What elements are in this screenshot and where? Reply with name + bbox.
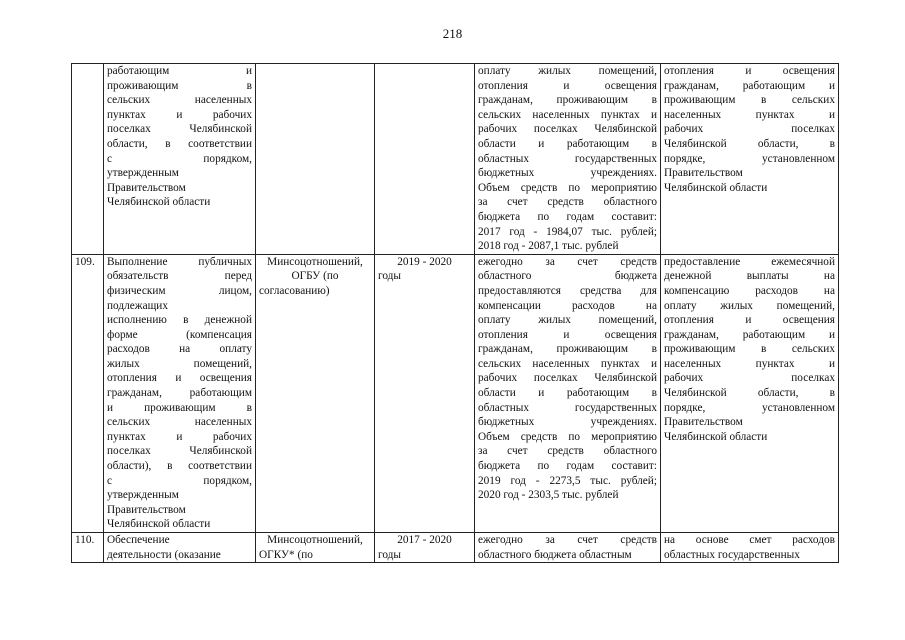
cell-line: пунктах и рабочих	[107, 108, 252, 121]
cell-line: проживающим в	[107, 79, 252, 92]
cell-line: Правительством	[664, 416, 743, 429]
cell-line: поселках Челябинской	[107, 445, 252, 458]
cell-line: сельских населенных	[107, 94, 252, 107]
term-cell	[375, 64, 475, 255]
cell-line: Челябинской области, в	[664, 137, 835, 150]
cell-line: работающим и	[107, 65, 252, 77]
cell-line: на основе смет расходов	[664, 534, 835, 546]
cell-line: гражданам, проживающим в	[478, 343, 657, 356]
cell-line: ОГКУ* (по	[259, 548, 313, 561]
cell-line: Челябинской области	[664, 181, 768, 194]
executor-cell	[256, 533, 375, 563]
cell-line: областных государственных	[478, 401, 657, 414]
financing-cell	[475, 64, 661, 255]
cell-line: компенсации расходов на	[478, 299, 657, 312]
cell-line: ОГБУ (по	[291, 270, 339, 283]
cell-line: ежегодно за счет средств	[478, 534, 657, 546]
cell-line: Обеспечение	[107, 534, 170, 546]
cell-line: пунктах и рабочих	[107, 430, 252, 443]
cell-line: бюджета по годам составит:	[478, 460, 657, 473]
cell-line: Выполнение публичных	[107, 255, 252, 268]
page-number: 218	[442, 26, 463, 41]
cell-line: компенсацию расходов на	[664, 284, 835, 297]
cell-line: утвержденным	[107, 167, 179, 180]
cell-line: отопления и освещения	[478, 328, 657, 341]
cell-line: областного бюджета областным	[478, 548, 632, 561]
cell-line: проживающим в сельских	[664, 94, 835, 107]
cell-line: гражданам, работающим и	[664, 79, 835, 92]
cell-line: Правительством	[664, 167, 743, 180]
cell-line: рабочих поселках	[664, 123, 835, 136]
cell-line: области и работающим в	[478, 387, 657, 400]
row-number-cell: 109.	[72, 254, 104, 532]
cell-line: области и работающим в	[478, 137, 657, 150]
cell-line: 2018 год - 2087,1 тыс. рублей	[478, 240, 619, 253]
cell-line: за счет средств областного	[478, 445, 657, 458]
cell-line: предоставляются средства для	[478, 284, 657, 297]
cell-line: 2017 год - 1984,07 тыс. рублей;	[478, 225, 657, 238]
cell-line: исполнению в денежной	[107, 314, 252, 327]
cell-line: и проживающим в	[107, 401, 252, 414]
cell-line: за счет средств областного	[478, 196, 657, 209]
cell-line: населенных пунктах и	[664, 357, 835, 370]
table-body	[72, 64, 839, 563]
cell-line: форме (компенсация	[107, 328, 252, 341]
cell-line: сельских населенных	[107, 416, 252, 429]
cell-line: Правительством	[107, 181, 186, 194]
result-cell	[661, 64, 839, 255]
row-number-cell: 110.	[72, 533, 104, 563]
cell-line: подлежащих	[107, 299, 168, 312]
cell-line: сельских населенных пунктах и	[478, 108, 657, 121]
cell-line: порядке, установленном	[664, 152, 835, 165]
measure-name-cell	[104, 254, 256, 532]
cell-line: сельских населенных пунктах и	[478, 357, 657, 370]
cell-line: оплату жилых помещений,	[664, 299, 835, 312]
executor-cell	[256, 254, 375, 532]
measures-table-wrapper	[71, 63, 838, 563]
cell-line: областных государственных	[478, 152, 657, 165]
cell-line: рабочих поселках Челябинской	[478, 123, 657, 136]
cell-line: Объем средств по мероприятию	[478, 181, 657, 194]
cell-line: гражданам, работающим	[107, 387, 252, 400]
cell-line: годы	[378, 270, 402, 283]
term-cell	[375, 533, 475, 563]
cell-line: отопления и освещения	[107, 372, 252, 385]
cell-line: проживающим в сельских	[664, 343, 835, 356]
term-cell	[375, 254, 475, 532]
table-row	[72, 254, 839, 532]
cell-line: гражданам, работающим и	[664, 328, 835, 341]
cell-line: порядке, установленном	[664, 401, 835, 414]
cell-line: с порядком,	[107, 474, 252, 487]
cell-line: областных государственных	[664, 548, 800, 561]
cell-line: деятельности (оказание	[107, 548, 221, 561]
cell-line: предоставление ежемесячной	[664, 255, 835, 268]
cell-line: Объем средств по мероприятию	[478, 430, 657, 443]
cell-line: отопления и освещения	[478, 79, 657, 92]
cell-line: Минсоцотношений,	[267, 534, 363, 546]
table-row	[72, 64, 839, 255]
cell-line: Минсоцотношений,	[267, 255, 363, 268]
result-cell	[661, 533, 839, 563]
cell-line: утвержденным	[107, 489, 179, 502]
cell-line: отопления и освещения	[664, 314, 835, 327]
cell-line: годы	[378, 548, 402, 561]
cell-line: бюджетных учреждениях.	[478, 167, 657, 180]
cell-line: рабочих поселках Челябинской	[478, 372, 657, 385]
cell-line: согласованию)	[259, 284, 330, 297]
cell-line: физическим лицом,	[107, 284, 252, 297]
result-cell	[661, 254, 839, 532]
cell-line: населенных пунктах и	[664, 108, 835, 121]
cell-line: области), в соответствии	[107, 460, 252, 473]
cell-line: отопления и освещения	[664, 65, 835, 77]
cell-line: рабочих поселках	[664, 372, 835, 385]
cell-line: области, в соответствии	[107, 137, 252, 150]
table-row	[72, 533, 839, 563]
measure-name-cell	[104, 64, 256, 255]
cell-line: Челябинской области	[664, 430, 768, 443]
cell-line: жилых помещений,	[107, 357, 252, 370]
financing-cell	[475, 533, 661, 563]
cell-line: оплату жилых помещений,	[478, 314, 657, 327]
row-number-cell	[72, 64, 104, 255]
cell-line: 2017 - 2020	[397, 534, 452, 546]
measures-table	[71, 63, 839, 563]
cell-line: денежной выплаты на	[664, 270, 835, 283]
cell-line: поселках Челябинской	[107, 123, 252, 136]
financing-cell	[475, 254, 661, 532]
cell-line: бюджетных учреждениях.	[478, 416, 657, 429]
executor-cell	[256, 64, 375, 255]
cell-line: областного бюджета	[478, 270, 657, 283]
cell-line: 2019 год - 2273,5 тыс. рублей;	[478, 474, 657, 487]
cell-line: гражданам, проживающим в	[478, 94, 657, 107]
cell-line: Правительством	[107, 503, 186, 516]
measure-name-cell	[104, 533, 256, 563]
cell-line: обязательств перед	[107, 270, 252, 283]
cell-line: Челябинской области, в	[664, 387, 835, 400]
cell-line: Челябинской области	[107, 196, 211, 209]
cell-line: Челябинской области	[107, 518, 211, 531]
cell-line: 2020 год - 2303,5 тыс. рублей	[478, 489, 619, 502]
cell-line: оплату жилых помещений,	[478, 65, 657, 77]
cell-line: бюджета по годам составит:	[478, 210, 657, 223]
cell-line: с порядком,	[107, 152, 252, 165]
cell-line: расходов на оплату	[107, 343, 252, 356]
cell-line: ежегодно за счет средств	[478, 255, 657, 268]
cell-line: 2019 - 2020	[397, 255, 452, 268]
